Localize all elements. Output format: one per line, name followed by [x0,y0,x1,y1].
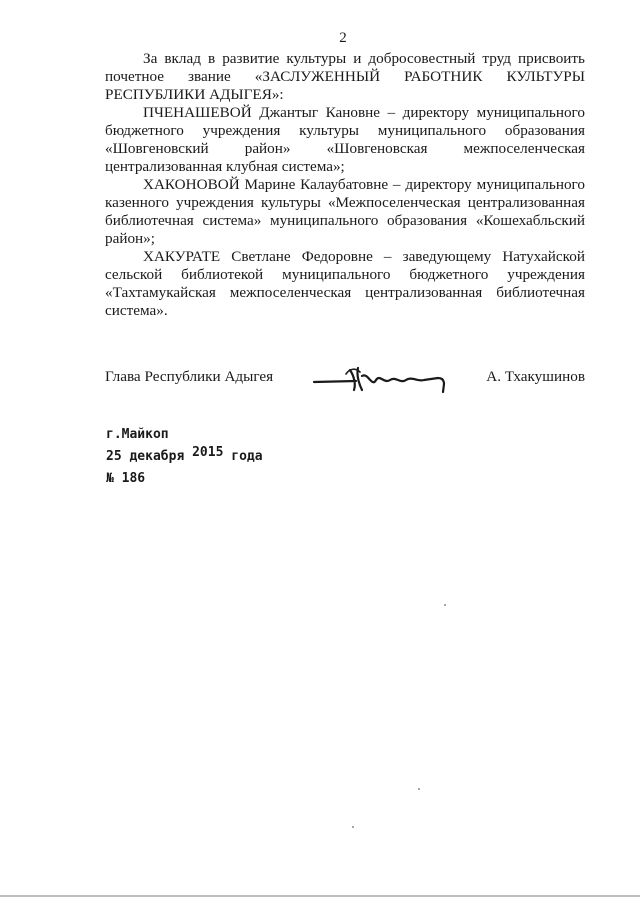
scan-edge-line [0,895,640,897]
scan-speck [444,604,446,606]
stamp-year: 2015 [192,445,224,460]
scan-speck [418,788,420,790]
stamp-number: № 186 [106,471,146,486]
stamp-day: 25 [106,449,122,464]
document-body [105,50,585,320]
award-paragraph: За вклад в развитие культуры и добросовестный труд присвоить почетное звание «ЗАСЛУЖЕННЫЙ РАБОТНИК КУЛЬТУРЫ РЕСПУБЛИКИ АДЫГЕЯ»: [105,50,585,103]
stamp-city: г.Майкоп [106,427,169,442]
nominee-paragraph-2: ХАКОНОВОЙ Марине Калаубатовне – директору муниципального казенного учреждения культуры «Межпоселенческая централизованная библиотечная система» муниципального образования «Кошехабльский район»; [105,176,585,247]
nominee-paragraph-3: ХАКУРАТЕ Светлане Федоровне – заведующему Натухайской сельской библиотекой муниципального бюджетного учреждения «Тахтамукайская межпоселенческая централизованная библиотечная система». [105,248,585,319]
registration-stamp [106,424,263,490]
signature-block [105,362,585,392]
signatory-name: А. Тхакушинов [486,368,585,385]
stamp-month: декабря [129,449,185,464]
nominee-paragraph-1: ПЧЕНАШЕВОЙ Джантыг Кановне – директору муниципального бюджетного учреждения культуры муниципального образования «Шовгеновский район» «Шовгеновская межпоселенческая централизованная клубная система»; [105,104,585,175]
handwritten-signature [310,362,455,394]
signatory-title: Глава Республики Адыгея [105,368,274,385]
stamp-date [106,446,263,468]
page-number: 2 [339,30,347,46]
stamp-year-word: года [231,449,263,464]
scan-speck [352,826,354,828]
